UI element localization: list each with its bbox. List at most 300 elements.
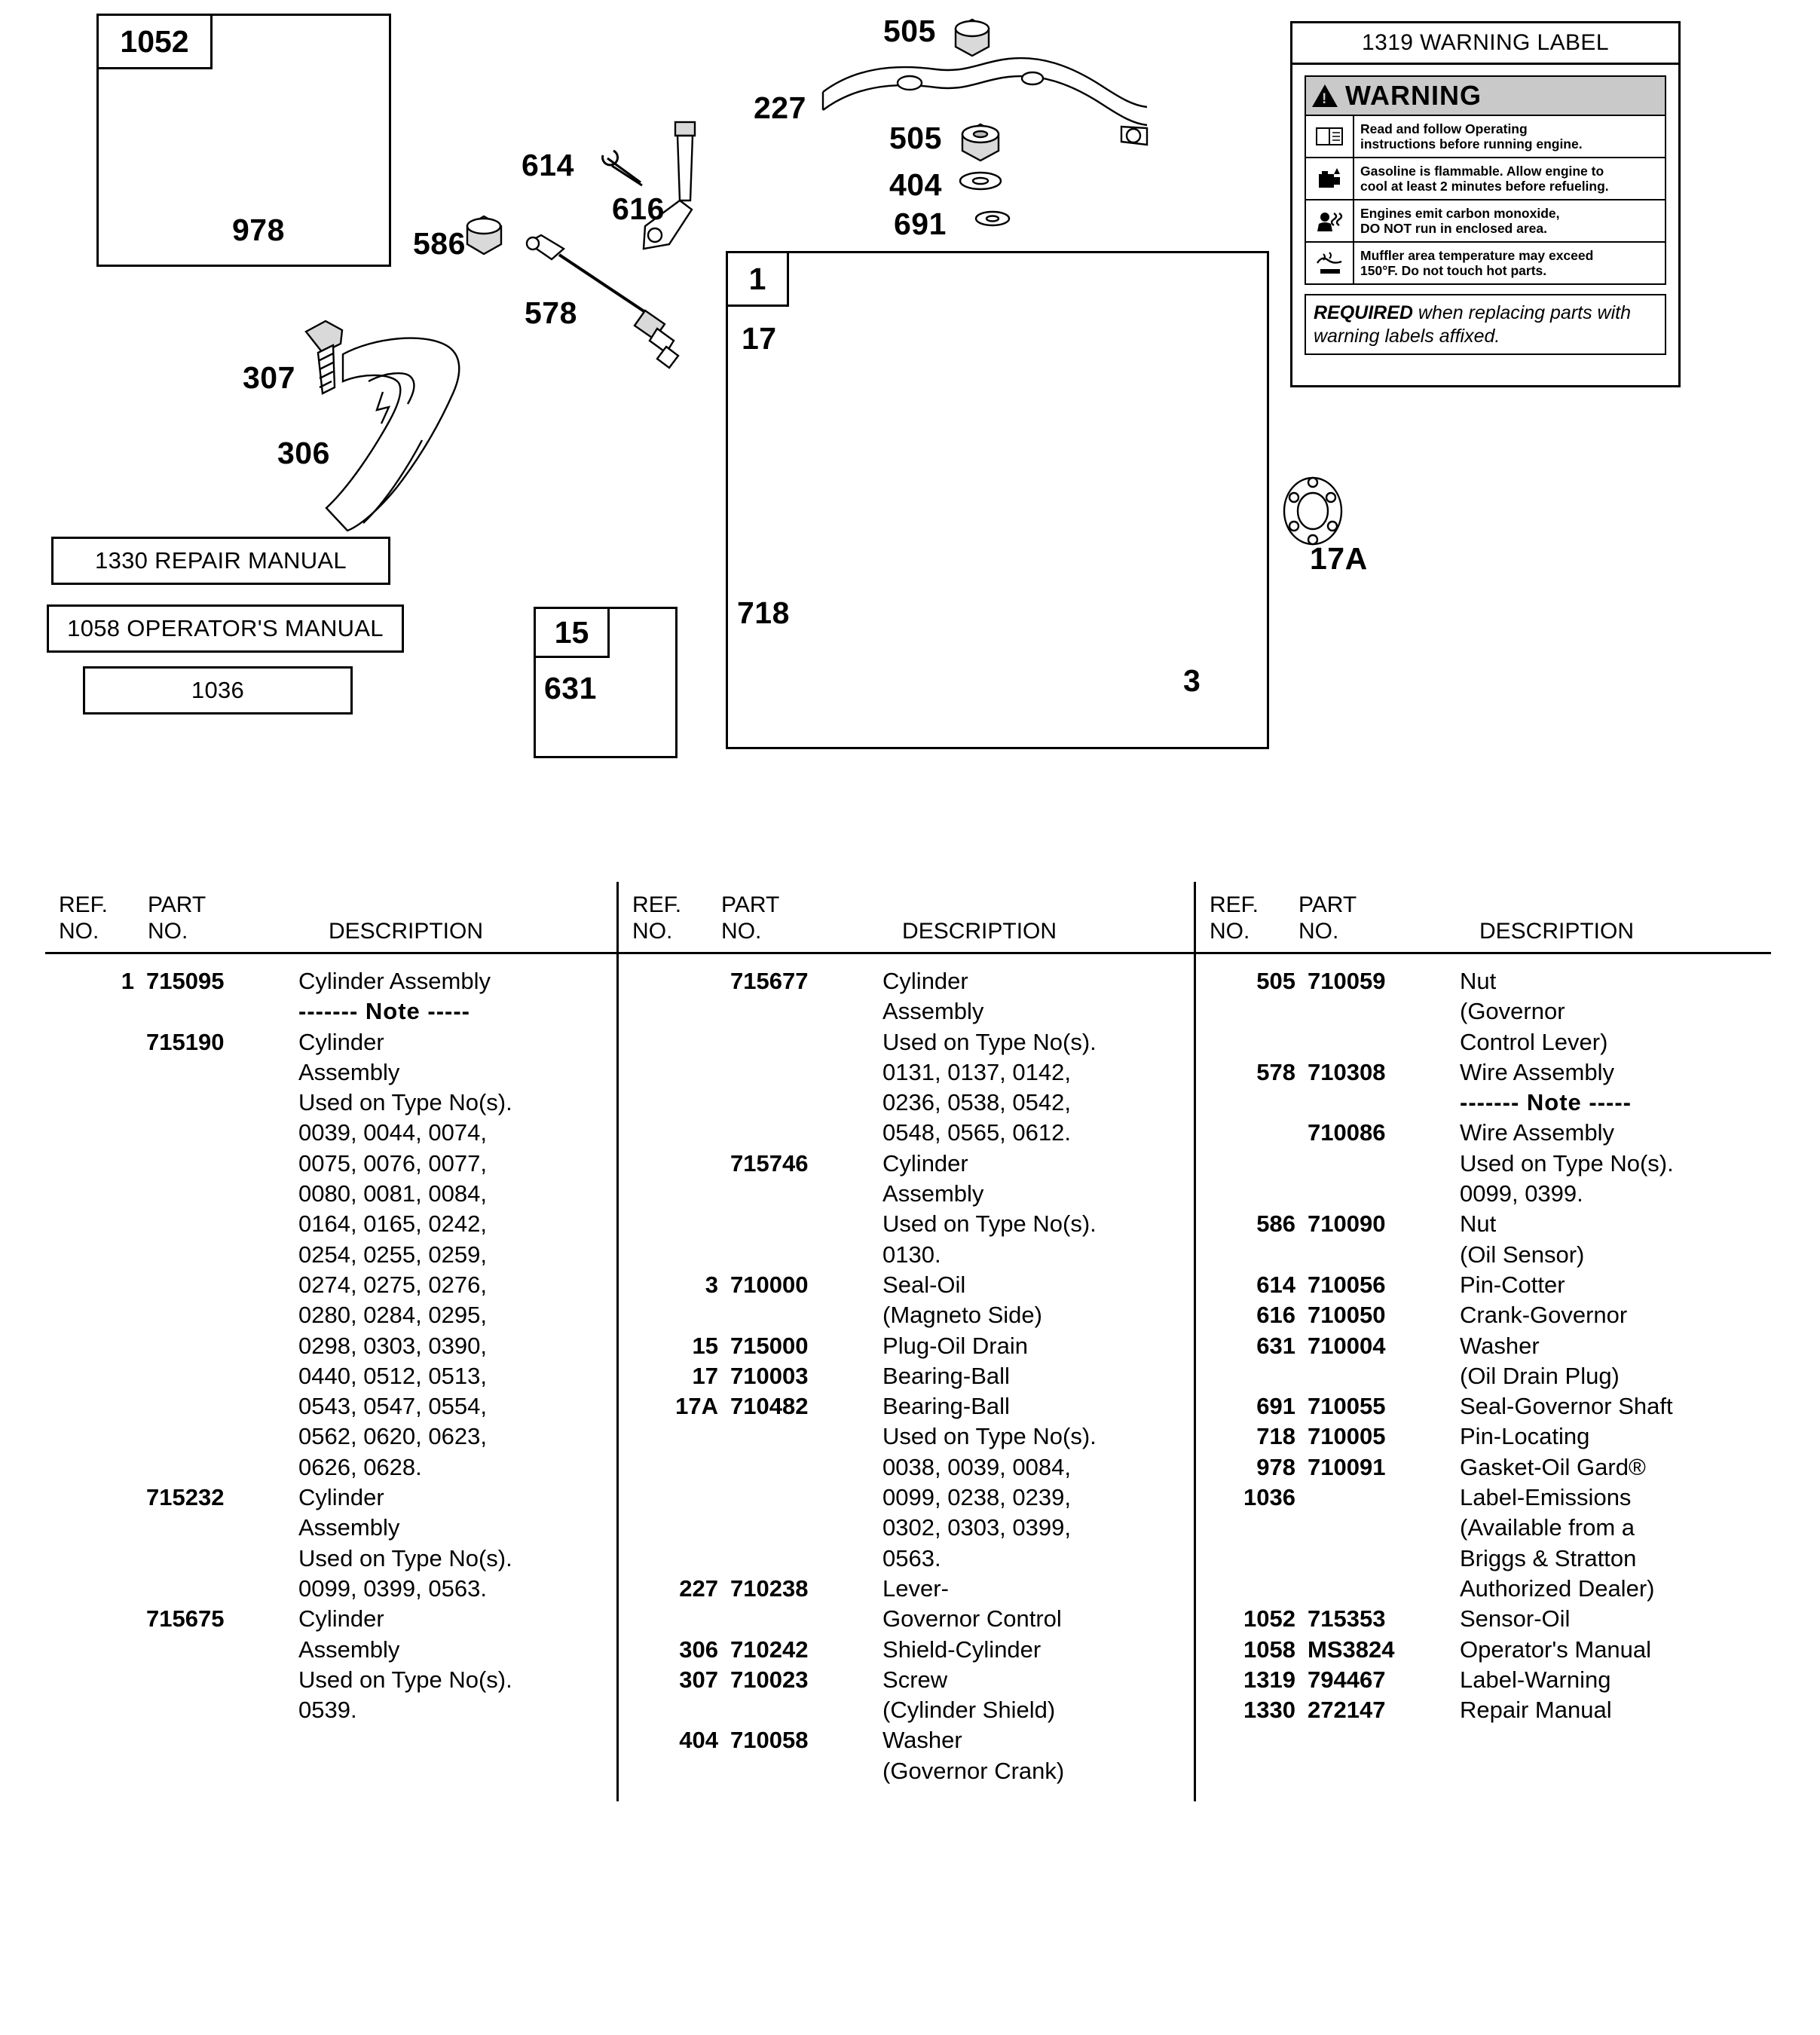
- callout-17: 17: [742, 321, 777, 356]
- row-description: 0254, 0255, 0259,: [298, 1241, 487, 1268]
- row-description: Bearing-Ball: [882, 1393, 1010, 1420]
- row-part-no: 710242: [730, 1636, 809, 1663]
- table-row: [1207, 966, 1771, 996]
- row-part-no: 710023: [730, 1666, 809, 1693]
- row-ref-no: [45, 1574, 146, 1604]
- row-description: Gasket-Oil Gard®: [1460, 1453, 1646, 1480]
- row-description: 0563.: [882, 1544, 941, 1571]
- row-part-no: [1308, 1179, 1449, 1209]
- row-description: Assembly: [882, 998, 984, 1025]
- table-row: [1207, 1240, 1771, 1270]
- row-part-no: [730, 1179, 872, 1209]
- col3-header: [1195, 882, 1772, 952]
- row-ref-no: 614: [1256, 1271, 1295, 1298]
- table-row: [629, 1361, 1194, 1391]
- table-row: [45, 1057, 616, 1088]
- row-description: 0236, 0538, 0542,: [882, 1089, 1071, 1116]
- table-row: [45, 1452, 616, 1483]
- row-description: Used on Type No(s).: [298, 1544, 512, 1571]
- row-ref-no: [45, 996, 146, 1027]
- row-part-no: [730, 1421, 872, 1452]
- row-ref-no: [1207, 1027, 1308, 1057]
- fuel-can-icon: [1306, 158, 1354, 199]
- row-part-no: [146, 1421, 288, 1452]
- row-description: Label-Emissions: [1460, 1484, 1632, 1511]
- row-description: 0080, 0081, 0084,: [298, 1180, 487, 1207]
- row-ref-no: 1330: [1243, 1697, 1295, 1724]
- row-description: Used on Type No(s).: [882, 1028, 1097, 1055]
- row-description: Assembly: [298, 1636, 400, 1663]
- row-part-no: [146, 1300, 288, 1330]
- row-ref-no: 578: [1256, 1058, 1295, 1085]
- row-ref-no: 1319: [1243, 1666, 1295, 1693]
- row-description: 0440, 0512, 0513,: [298, 1362, 487, 1389]
- row-ref-no: 306: [679, 1636, 719, 1663]
- callout-1: 1: [726, 251, 789, 307]
- nut-505-top: [956, 20, 989, 56]
- row-part-no: 710059: [1308, 968, 1386, 994]
- row-ref-no: [629, 1057, 730, 1088]
- table-row: [629, 966, 1194, 996]
- row-part-no: [730, 1452, 872, 1483]
- row-ref-no: [45, 1452, 146, 1483]
- table-row: [1207, 1665, 1771, 1695]
- row-part-no: 710003: [730, 1362, 809, 1389]
- table-row: [45, 1483, 616, 1513]
- row-ref-no: [45, 1300, 146, 1330]
- row-description: Wire Assembly: [1460, 1058, 1614, 1085]
- row-ref-no: 15: [692, 1332, 719, 1359]
- row-description: (Cylinder Shield): [882, 1697, 1056, 1724]
- row-ref-no: [1207, 1179, 1308, 1209]
- row-ref-no: [45, 1421, 146, 1452]
- row-ref-no: [45, 1240, 146, 1270]
- row-part-no: [730, 1300, 872, 1330]
- row-ref-no: [629, 1452, 730, 1483]
- manual-box-repair: [51, 537, 390, 585]
- row-part-no: 710055: [1308, 1393, 1386, 1420]
- row-description: 0298, 0303, 0390,: [298, 1332, 487, 1359]
- table-row: [45, 1361, 616, 1391]
- row-part-no: [146, 1361, 288, 1391]
- callout-631: 631: [544, 671, 597, 705]
- header-ref-no: REF. NO.: [632, 892, 682, 944]
- table-row: [1207, 1300, 1771, 1330]
- table-row: [45, 1149, 616, 1179]
- row-ref-no: 978: [1256, 1453, 1295, 1480]
- warning-row: [1306, 200, 1665, 243]
- washer-404: [960, 173, 1001, 189]
- col1-header: [45, 882, 618, 952]
- warning-required-prefix: REQUIRED: [1314, 302, 1413, 323]
- row-description: Used on Type No(s).: [1460, 1149, 1674, 1177]
- row-ref-no: 1: [121, 968, 134, 994]
- row-ref-no: 586: [1256, 1210, 1295, 1238]
- row-part-no: 710000: [730, 1271, 809, 1298]
- row-ref-no: [45, 1209, 146, 1239]
- row-ref-no: [45, 1483, 146, 1513]
- row-part-no: [730, 1483, 872, 1513]
- header-part-no: PART NO.: [721, 892, 780, 944]
- row-part-no: [730, 1695, 872, 1725]
- header-description: DESCRIPTION: [329, 918, 484, 944]
- col2-header: [618, 882, 1195, 952]
- row-ref-no: [1207, 1544, 1308, 1574]
- table-row: [1207, 1513, 1771, 1543]
- table-row: [45, 1421, 616, 1452]
- row-ref-no: [629, 1483, 730, 1513]
- row-description: Assembly: [298, 1058, 400, 1085]
- row-ref-no: [45, 1088, 146, 1118]
- row-part-no: 710090: [1308, 1210, 1386, 1238]
- row-description: (Governor Crank): [882, 1757, 1065, 1784]
- nut-586: [467, 216, 501, 254]
- row-description: Authorized Dealer): [1460, 1574, 1655, 1602]
- row-description: 0099, 0399.: [1460, 1180, 1583, 1207]
- header-part-no: PART NO.: [1298, 892, 1357, 944]
- row-description: Operator's Manual: [1460, 1636, 1652, 1663]
- table-row: [629, 1088, 1194, 1118]
- table-row: [45, 1635, 616, 1665]
- row-description: Cylinder: [298, 1605, 384, 1633]
- row-ref-no: 227: [679, 1574, 719, 1602]
- warning-label-panel: [1290, 21, 1681, 387]
- row-description: Washer: [1460, 1332, 1540, 1359]
- row-part-no: 710004: [1308, 1332, 1386, 1359]
- table-row: [45, 1331, 616, 1361]
- table-row: [629, 1513, 1194, 1543]
- row-description: Cylinder Assembly: [298, 968, 491, 994]
- row-description: Control Lever): [1460, 1028, 1608, 1055]
- table-row: [629, 1209, 1194, 1239]
- table-row: [1207, 1057, 1771, 1088]
- table-row: [45, 1300, 616, 1330]
- row-ref-no: 307: [679, 1666, 719, 1693]
- row-description: 0539.: [298, 1697, 357, 1724]
- bearing-ball-17A: [1284, 478, 1341, 544]
- row-part-no: [1308, 1240, 1449, 1270]
- table-row: [1207, 1088, 1771, 1118]
- row-ref-no: [629, 1179, 730, 1209]
- row-ref-no: [45, 1635, 146, 1665]
- callout-306: 306: [277, 436, 330, 470]
- table-row: [1207, 1270, 1771, 1300]
- table-row: [45, 966, 616, 996]
- row-ref-no: 1036: [1243, 1484, 1295, 1511]
- row-part-no: 715675: [146, 1605, 225, 1633]
- row-ref-no: [629, 1027, 730, 1057]
- row-part-no: 710091: [1308, 1453, 1386, 1480]
- row-description: Governor Control: [882, 1605, 1062, 1633]
- row-description: 0302, 0303, 0399,: [882, 1514, 1071, 1541]
- callout-978: 978: [232, 213, 285, 247]
- table-row: [629, 1179, 1194, 1209]
- row-part-no: [1308, 1149, 1449, 1179]
- hot-muffler-icon: [1306, 243, 1354, 283]
- row-ref-no: [45, 1118, 146, 1148]
- carbon-monoxide-icon: [1306, 200, 1354, 241]
- row-part-no: 715190: [146, 1028, 225, 1055]
- row-ref-no: 691: [1256, 1393, 1295, 1420]
- table-row: [629, 1574, 1194, 1604]
- table-row: [1207, 1118, 1771, 1148]
- row-description: Used on Type No(s).: [298, 1089, 512, 1116]
- row-description: Wire Assembly: [1460, 1119, 1614, 1146]
- table-row: [629, 1421, 1194, 1452]
- row-ref-no: 718: [1256, 1423, 1295, 1450]
- row-part-no: 710482: [730, 1393, 809, 1420]
- row-ref-no: 17A: [675, 1393, 719, 1420]
- callout-505-top: 505: [883, 14, 936, 48]
- row-part-no: [146, 1209, 288, 1239]
- row-part-no: 710238: [730, 1574, 809, 1602]
- shield-cylinder-306: [326, 338, 459, 531]
- callout-1052: 1052: [96, 14, 213, 69]
- row-ref-no: [629, 966, 730, 996]
- table-row: [629, 1665, 1194, 1695]
- row-part-no: [730, 1088, 872, 1118]
- row-description: 0039, 0044, 0074,: [298, 1119, 487, 1146]
- row-part-no: 715000: [730, 1332, 809, 1359]
- table-row: [1207, 1604, 1771, 1634]
- table-row: [629, 1300, 1194, 1330]
- row-description: (Oil Drain Plug): [1460, 1362, 1620, 1389]
- row-part-no: 715746: [730, 1149, 809, 1177]
- parts-column-2: [618, 953, 1195, 1802]
- warning-row-text: Muffler area temperature may exceed 150°F. Do not touch hot parts.: [1360, 247, 1594, 278]
- seal-governor-shaft-691: [976, 212, 1009, 225]
- row-part-no: [146, 1544, 288, 1574]
- row-description: Briggs & Stratton: [1460, 1544, 1637, 1571]
- row-description: Washer: [882, 1727, 962, 1754]
- row-ref-no: [629, 1240, 730, 1270]
- row-ref-no: [45, 1391, 146, 1421]
- row-description: Assembly: [882, 1180, 984, 1207]
- row-ref-no: [629, 1088, 730, 1118]
- row-ref-no: 17: [692, 1362, 719, 1389]
- warning-word: WARNING: [1345, 80, 1482, 111]
- row-ref-no: 616: [1256, 1302, 1295, 1329]
- row-description: 0274, 0275, 0276,: [298, 1271, 487, 1298]
- row-ref-no: [629, 1544, 730, 1574]
- parts-column-3: [1195, 953, 1772, 1802]
- table-row: [45, 1574, 616, 1604]
- row-description: Cylinder: [882, 1149, 968, 1177]
- row-part-no: [146, 996, 288, 1027]
- warning-label-graphic: [1305, 75, 1666, 285]
- row-part-no: 715677: [730, 968, 809, 994]
- row-ref-no: [45, 1179, 146, 1209]
- row-ref-no: [1207, 1513, 1308, 1543]
- row-ref-no: [1207, 1240, 1308, 1270]
- row-part-no: [146, 1179, 288, 1209]
- row-part-no: [146, 1088, 288, 1118]
- row-part-no: [730, 1544, 872, 1574]
- row-ref-no: [45, 1027, 146, 1057]
- table-row: [45, 1179, 616, 1209]
- table-row: [1207, 1635, 1771, 1665]
- table-row: [1207, 1483, 1771, 1513]
- table-row: [629, 1452, 1194, 1483]
- row-description: 0626, 0628.: [298, 1453, 422, 1480]
- row-description: 0099, 0399, 0563.: [298, 1574, 487, 1602]
- row-part-no: [146, 1695, 288, 1725]
- nut-505-second: [962, 124, 999, 161]
- table-row: [45, 1240, 616, 1270]
- table-row: [1207, 1695, 1771, 1725]
- callout-614: 614: [522, 148, 574, 182]
- warning-row-text: Gasoline is flammable. Allow engine to cool at least 2 minutes before refueling.: [1360, 163, 1609, 194]
- row-part-no: [1308, 1483, 1449, 1513]
- table-row: [45, 1665, 616, 1695]
- manual-box-operator-label: 1058 OPERATOR'S MANUAL: [67, 615, 384, 641]
- row-description: Nut: [1460, 968, 1497, 994]
- row-part-no: [1308, 1574, 1449, 1604]
- row-description: 0164, 0165, 0242,: [298, 1210, 487, 1238]
- row-ref-no: [629, 1513, 730, 1543]
- callout-691: 691: [894, 207, 947, 241]
- warning-required-text: [1305, 294, 1666, 355]
- header-part-no: PART NO.: [148, 892, 206, 944]
- header-description: DESCRIPTION: [1479, 918, 1635, 944]
- table-row: [1207, 1391, 1771, 1421]
- row-ref-no: [629, 996, 730, 1027]
- row-part-no: 710005: [1308, 1423, 1386, 1450]
- table-row: [1207, 1544, 1771, 1574]
- row-description: Pin-Cotter: [1460, 1271, 1565, 1298]
- row-description: Cylinder: [298, 1028, 384, 1055]
- row-description: Seal-Governor Shaft: [1460, 1393, 1673, 1420]
- callout-227: 227: [754, 90, 806, 125]
- row-part-no: 710308: [1308, 1058, 1386, 1085]
- parts-list-table: [45, 882, 1775, 1801]
- row-ref-no: 631: [1256, 1332, 1295, 1359]
- warning-required-body: when replacing parts with warning labels affixed.: [1314, 302, 1632, 347]
- row-description: Cylinder: [882, 968, 968, 994]
- row-description: 0131, 0137, 0142,: [882, 1058, 1071, 1085]
- row-part-no: 272147: [1308, 1697, 1386, 1724]
- table-row: [1207, 1361, 1771, 1391]
- row-description: 0543, 0547, 0554,: [298, 1393, 487, 1420]
- table-row: [629, 996, 1194, 1027]
- warning-row-text: Read and follow Operating instructions before running engine.: [1360, 121, 1583, 151]
- table-row: [629, 1725, 1194, 1755]
- row-ref-no: [1207, 1361, 1308, 1391]
- callout-404: 404: [889, 167, 942, 202]
- exploded-view-diagram: [0, 0, 1820, 837]
- manual-box-emissions-label: 1036: [191, 677, 245, 703]
- manual-box-repair-label: 1330 REPAIR MANUAL: [95, 547, 347, 574]
- row-note: ------- Note -----: [1460, 1089, 1632, 1116]
- table-row: [629, 1270, 1194, 1300]
- row-part-no: [730, 1209, 872, 1239]
- table-row: [1207, 1421, 1771, 1452]
- table-row: [1207, 1179, 1771, 1209]
- row-part-no: [146, 1665, 288, 1695]
- row-ref-no: [629, 1421, 730, 1452]
- header-ref-no: REF. NO.: [1210, 892, 1259, 944]
- row-ref-no: [1207, 1149, 1308, 1179]
- row-ref-no: [1207, 1574, 1308, 1604]
- row-ref-no: [45, 1544, 146, 1574]
- screw-307: [306, 321, 342, 393]
- table-row: [45, 1695, 616, 1725]
- row-part-no: [146, 1331, 288, 1361]
- row-description: Cylinder: [298, 1484, 384, 1511]
- row-part-no: 715095: [146, 968, 225, 994]
- table-row: [1207, 1331, 1771, 1361]
- row-ref-no: [629, 1756, 730, 1786]
- row-part-no: [146, 1635, 288, 1665]
- row-ref-no: [45, 1149, 146, 1179]
- row-part-no: [146, 1391, 288, 1421]
- table-row: [629, 1331, 1194, 1361]
- row-part-no: [1308, 1544, 1449, 1574]
- row-part-no: [730, 1027, 872, 1057]
- row-part-no: [730, 1756, 872, 1786]
- row-description: 0130.: [882, 1241, 941, 1268]
- callout-578: 578: [525, 295, 577, 330]
- table-row: [45, 1118, 616, 1148]
- row-ref-no: 3: [705, 1271, 719, 1298]
- pin-cotter-614: [603, 151, 642, 185]
- callout-3: 3: [1183, 663, 1201, 698]
- table-row: [1207, 1209, 1771, 1239]
- row-description: 0548, 0565, 0612.: [882, 1119, 1071, 1146]
- row-description: Repair Manual: [1460, 1697, 1612, 1724]
- table-row: [45, 1088, 616, 1118]
- table-row: [45, 1513, 616, 1543]
- row-description: Label-Warning: [1460, 1666, 1611, 1693]
- row-ref-no: [629, 1149, 730, 1179]
- warning-row-text: Engines emit carbon monoxide, DO NOT run in enclosed area.: [1360, 205, 1560, 236]
- table-row: [629, 1604, 1194, 1634]
- row-description: Assembly: [298, 1514, 400, 1541]
- table-row: [1207, 1149, 1771, 1179]
- row-ref-no: [45, 1331, 146, 1361]
- row-description: Bearing-Ball: [882, 1362, 1010, 1389]
- row-part-no: [730, 996, 872, 1027]
- row-ref-no: [45, 1604, 146, 1634]
- header-description: DESCRIPTION: [902, 918, 1057, 944]
- row-part-no: [730, 1118, 872, 1148]
- warning-row: [1306, 116, 1665, 158]
- table-row: [629, 1240, 1194, 1270]
- row-ref-no: 1052: [1243, 1605, 1295, 1633]
- row-description: (Available from a: [1460, 1514, 1635, 1541]
- callout-616: 616: [612, 191, 665, 226]
- table-row: [629, 1544, 1194, 1574]
- table-row: [45, 1027, 616, 1057]
- row-part-no: [1308, 1361, 1449, 1391]
- row-description: 0280, 0284, 0295,: [298, 1302, 487, 1329]
- table-row: [45, 1544, 616, 1574]
- table-row: [629, 1391, 1194, 1421]
- table-row: [1207, 996, 1771, 1027]
- row-description: Screw: [882, 1666, 948, 1693]
- row-part-no: [730, 1513, 872, 1543]
- row-description: 0099, 0238, 0239,: [882, 1484, 1071, 1511]
- row-ref-no: 404: [679, 1727, 719, 1754]
- row-description: Crank-Governor: [1460, 1302, 1628, 1329]
- row-part-no: [146, 1452, 288, 1483]
- row-description: Nut: [1460, 1210, 1497, 1238]
- row-part-no: [146, 1270, 288, 1300]
- row-ref-no: [1207, 996, 1308, 1027]
- table-row: [45, 1604, 616, 1634]
- table-row: [629, 1057, 1194, 1088]
- row-part-no: [146, 1149, 288, 1179]
